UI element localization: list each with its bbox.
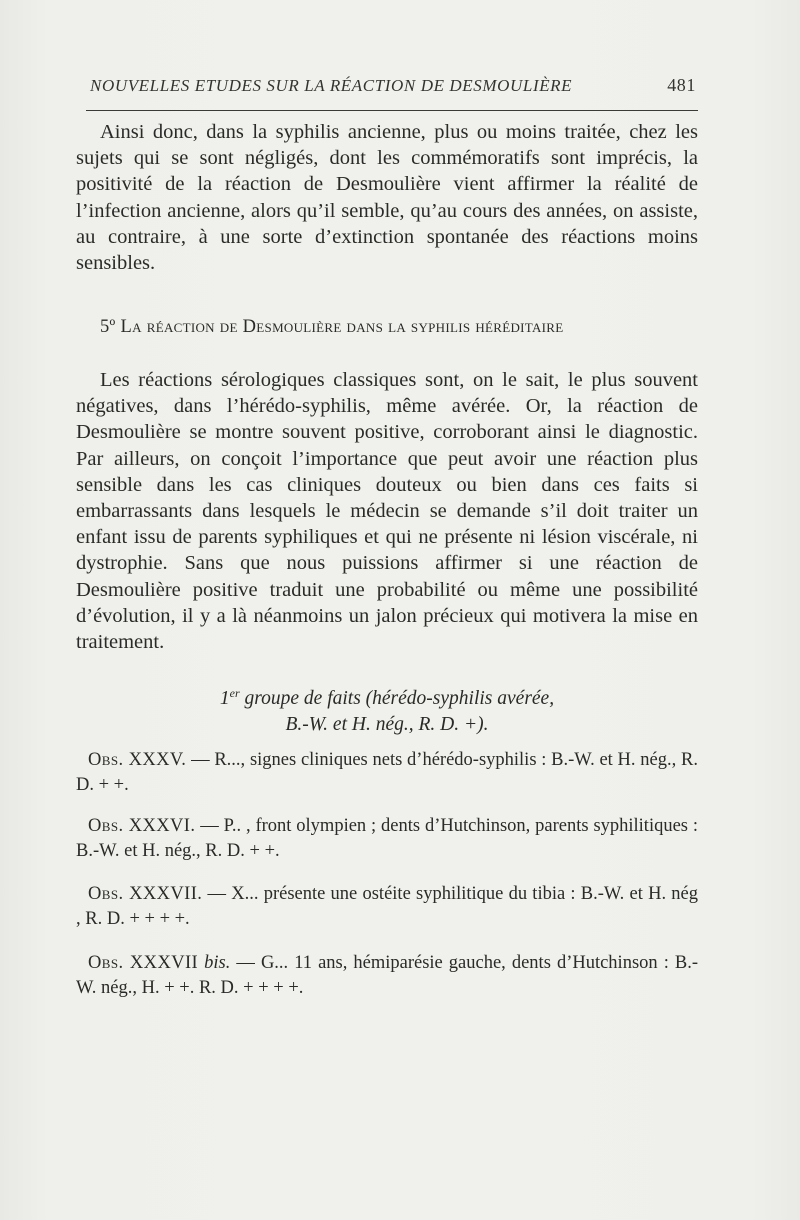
- group-heading: [76, 680, 698, 738]
- page-number: 481: [667, 75, 696, 95]
- observation-entry: [76, 882, 698, 931]
- observation-label: Obs. XXXVII.: [88, 884, 203, 904]
- observation-text: — G... 11 ans, hémiparésie gauche, dents d’Hutchinson : B.-W. nég., H. + +. R. D. + + + +.: [76, 953, 698, 998]
- observation-text: — P.. , front olympien ; dents d’Hutchinson, parents syphilitiques : B.-W. et H. nég., R. D. + +.: [76, 816, 699, 861]
- observation-label: Obs. XXXV.: [88, 750, 187, 770]
- observation-label-suffix: bis.: [198, 953, 231, 973]
- group-heading-line1: groupe de faits (hérédo-syphilis avérée,: [244, 688, 555, 709]
- header-rule: [86, 110, 698, 111]
- observation-text: — X... présente une ostéite syphilitique du tibia : B.-W. et H. nég , R. D. + + + +.: [76, 884, 698, 929]
- observation-entry: [76, 748, 698, 797]
- paragraph-hereditary-syphilis: Les réactions sérologiques classiques sont, on le sait, le plus souvent négatives, dans l’hérédo-syphilis, même avérée. Or, la réaction de Desmoulière se montre souvent positive, corroborant ainsi le diagnostic. Par ailleurs, on conçoit l’importance que peut avoir une réaction plus sensible dans les cas cliniques douteux ou bien dans ces faits si embarrassants dans lesquels le médecin se demande s’il doit traiter un enfant issu de parents syphiliques et qui ne présente ni lésion viscérale, ni dystrophie. Sans que nous puissions affirmer si une réaction de Desmoulière positive traduit une probabilité ou même une possibilité d’évolution, il y a là néanmoins un jalon précieux qui motivera la mise en traitement.: [76, 369, 698, 654]
- group-ordinal-suffix: er: [229, 686, 240, 700]
- observation-text: — R..., signes cliniques nets d’hérédo-syphilis : B.-W. et H. nég., R. D. + +.: [76, 750, 698, 795]
- observation-entry: [76, 814, 698, 863]
- running-header: [86, 74, 696, 100]
- paragraph-ancient-syphilis: Ainsi donc, dans la syphilis ancienne, plus ou moins traitée, chez les sujets qui se sont négligés, dont les commémoratifs sont imprécis, la positivité de la réaction de Desmoulière vient affirmer la réalité de l’infection ancienne, alors qu’il semble, qu’au cours des années, on assiste, au contraire, à une sorte d’extinction spontanée des réactions moins sensibles.: [76, 121, 698, 275]
- group-ordinal: 1: [219, 688, 230, 709]
- group-heading-line2: B.-W. et H. nég., R. D. +).: [285, 714, 489, 735]
- observation-label: Obs. XXXVII: [88, 953, 199, 973]
- observation-label: Obs. XXXVI.: [88, 816, 196, 836]
- section-number: 5º: [100, 317, 116, 337]
- running-title: NOUVELLES ETUDES SUR LA RÉACTION DE DESMOULIÈRE: [90, 76, 573, 95]
- observation-entry: [76, 951, 698, 1000]
- section-title: La réaction de Desmoulière dans la syphilis héréditaire: [120, 317, 564, 337]
- section-heading: [100, 317, 700, 338]
